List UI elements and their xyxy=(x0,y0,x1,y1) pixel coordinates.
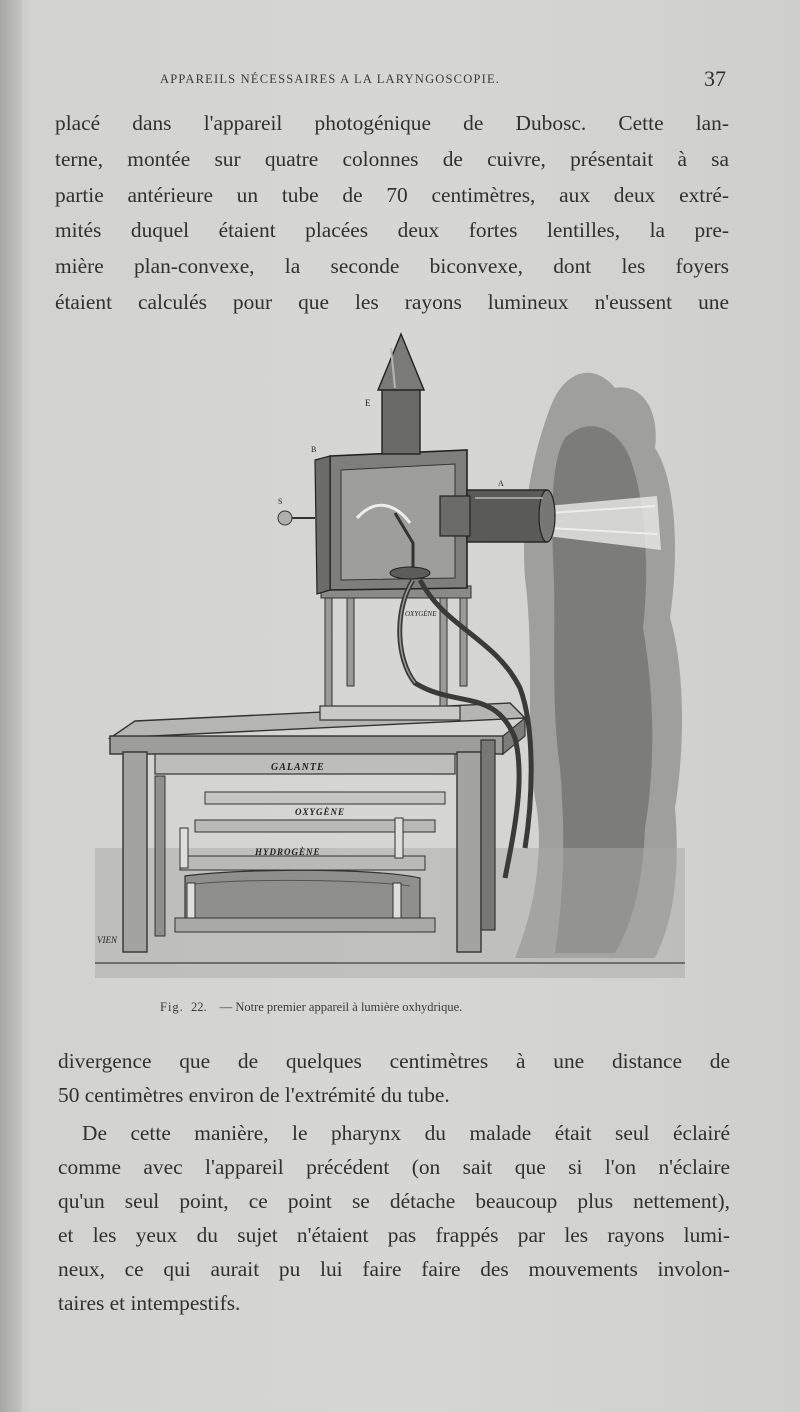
text-line: terne, montée sur quatre colonnes de cuivre, présentait à sa xyxy=(55,146,729,171)
label-bag-oxygen: OXYGÈNE xyxy=(295,807,346,817)
label-tube: OXYGÈNE xyxy=(405,610,437,618)
text-line: comme avec l'appareil précédent (on sait que si l'on n'éclaire xyxy=(58,1155,730,1179)
text-line: mités duquel étaient placées deux fortes lentilles, la pre- xyxy=(55,218,729,243)
label-table: GALANTE xyxy=(271,762,325,773)
oxyhydrogen-apparatus-engraving xyxy=(95,328,685,978)
text-line: 50 centimètres environ de l'extrémité du tube. xyxy=(58,1083,450,1107)
engraver-signature: VIEN xyxy=(97,935,117,945)
caption-text: Notre premier appareil à lumière oxhydrique. xyxy=(235,1000,463,1014)
paragraph-3 xyxy=(58,1116,730,1320)
label-bag-hydrogen: HYDROGÈNE xyxy=(255,847,321,857)
running-head: APPAREILS NÉCESSAIRES A LA LARYNGOSCOPIE. xyxy=(160,72,501,86)
text-line: et les yeux du sujet n'étaient pas frappés par les rayons lumi- xyxy=(58,1223,730,1247)
label-e: E xyxy=(365,398,371,408)
lantern-box xyxy=(278,450,467,594)
projection-tube xyxy=(440,490,555,542)
text-line: partie antérieure un tube de 70 centimètres, aux deux extré- xyxy=(55,182,729,207)
page-number: 37 xyxy=(704,66,726,91)
figure-illustration xyxy=(95,328,685,978)
caption-dash: — xyxy=(219,1000,233,1014)
page-header xyxy=(160,66,726,96)
text-line: taires et intempestifs. xyxy=(58,1291,241,1315)
label-s: S xyxy=(278,497,283,506)
label-b: B xyxy=(311,445,317,454)
text-line: De cette manière, le pharynx du malade était seul éclairé xyxy=(82,1121,730,1145)
page-gutter-shadow xyxy=(0,0,22,1412)
text-line: mière plan-convexe, la seconde biconvexe, dont les foyers xyxy=(55,254,729,279)
text-line: qu'un seul point, ce point se détache beaucoup plus nettement), xyxy=(58,1189,730,1213)
text-line: neux, ce qui aurait pu lui faire faire des mouvements involon- xyxy=(58,1257,730,1281)
caption-number: 22. xyxy=(190,1000,207,1014)
paragraph-1 xyxy=(55,106,729,321)
text-line: divergence que de quelques centimètres à une distance de xyxy=(58,1049,730,1073)
paragraph-2 xyxy=(58,1044,730,1112)
caption-label: Fig. xyxy=(160,1000,184,1014)
lantern-chimney xyxy=(378,334,424,454)
label-a: A xyxy=(498,479,504,488)
lantern-stand xyxy=(320,586,471,720)
text-line: placé dans l'appareil photogénique de Dubosc. Cette lan- xyxy=(55,111,729,135)
text-line: étaient calculés pour que les rayons lumineux n'eussent une xyxy=(55,289,729,314)
figure-caption xyxy=(160,1000,630,1015)
